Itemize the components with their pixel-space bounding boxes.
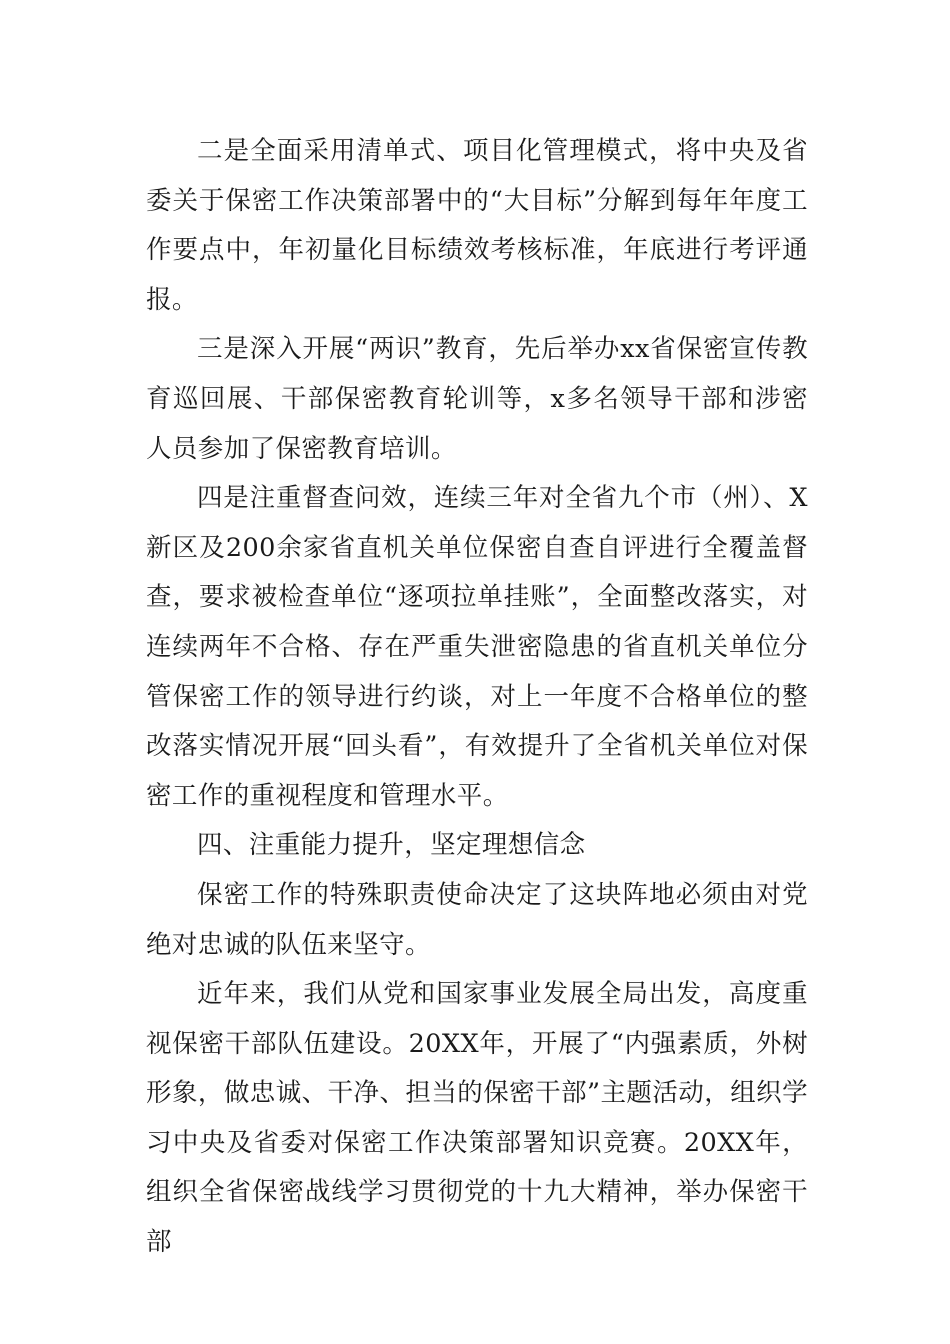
paragraph-item-3-secrecy-education: 三是深入开展“两识”教育，先后举办xx省保密宣传教育巡回展、干部保密教育轮训等，x多名领导干部和涉密人员参加了保密教育培训。 — [146, 334, 808, 464]
section-heading-capability: 四、注重能力提升，坚定理想信念 — [197, 830, 586, 861]
paragraph-mission: 保密工作的特殊职责使命决定了这块阵地必须由对党绝对忠诚的队伍来坚守。 — [146, 879, 808, 960]
paragraph-item-4-supervision: 四是注重督查问效，连续三年对全省九个市（州）、X新区及200余家省直机关单位保密自查自评进行全覆盖督查，要求被检查单位“逐项拉单挂账”，全面整改落实，对连续两年不合格、存在严重失泄密隐患的省直机关单位分管保密工作的领导进行约谈，对上一年度不合格单位的整改落实情况开展“回头看”，有效提升了全省机关单位对保密工作的重视程度和管理水平。 — [146, 483, 808, 811]
document-body — [146, 127, 808, 1268]
paragraph-item-2-checklist-management: 二是全面采用清单式、项目化管理模式，将中央及省委关于保密工作决策部署中的“大目标”分解到每年年度工作要点中，年初量化目标绩效考核标准，年底进行考评通报。 — [146, 136, 808, 315]
paragraph-team-building: 近年来，我们从党和国家事业发展全局出发，高度重视保密干部队伍建设。20XX年，开展了“内强素质，外树形象，做忠诚、干净、担当的保密干部”主题活动，组织学习中央及省委对保密工作决策部署知识竞赛。20XX年，组织全省保密战线学习贯彻党的十九大精神，举办保密干部 — [146, 979, 808, 1258]
